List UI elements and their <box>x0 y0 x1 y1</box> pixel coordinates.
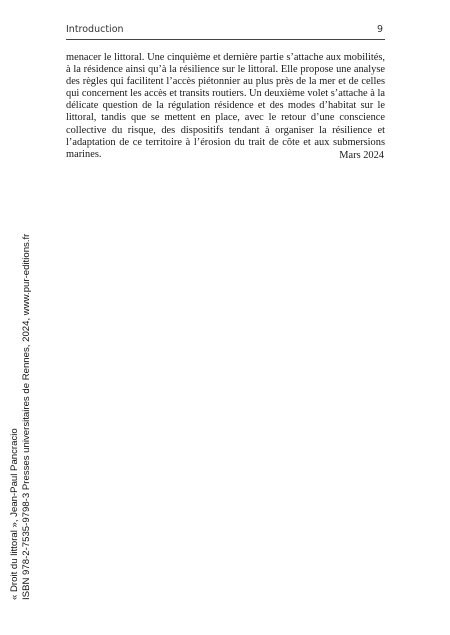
running-header <box>66 23 385 40</box>
credit-title-line: « Droit du littoral », Jean-Paul Pancracio <box>9 428 20 600</box>
signature-date: Mars 2024 <box>339 150 384 161</box>
body-paragraph: menacer le littoral. Une cinquième et dernière partie s’attache aux mobilités, à la résidence ainsi qu’à la résilience sur le littoral. Elle propose une analyse des règles qui facilitent l’accès piétonnier au plus près de la mer et de celles qui concernent les accès et transits routiers. Un deuxième volet s’attache à la délicate question de la régulation résidence et des modes d’habitat sur le littoral, tandis que se mettent en place, avec le retour d’une conscience collective du risque, des dispositifs tendant à organiser la résilience et l’adaptation de ce territoire à l’érosion du trait de côte et aux submersions marines. <box>66 52 385 160</box>
page-number: 9 <box>376 24 383 35</box>
credit-isbn-line: ISBN 978-2-7535-9798-3 Presses universitaires de Rennes, 2024, www.pur-editions.fr <box>20 233 32 600</box>
chapter-title: Introduction <box>66 24 124 35</box>
side-credit <box>9 234 32 600</box>
